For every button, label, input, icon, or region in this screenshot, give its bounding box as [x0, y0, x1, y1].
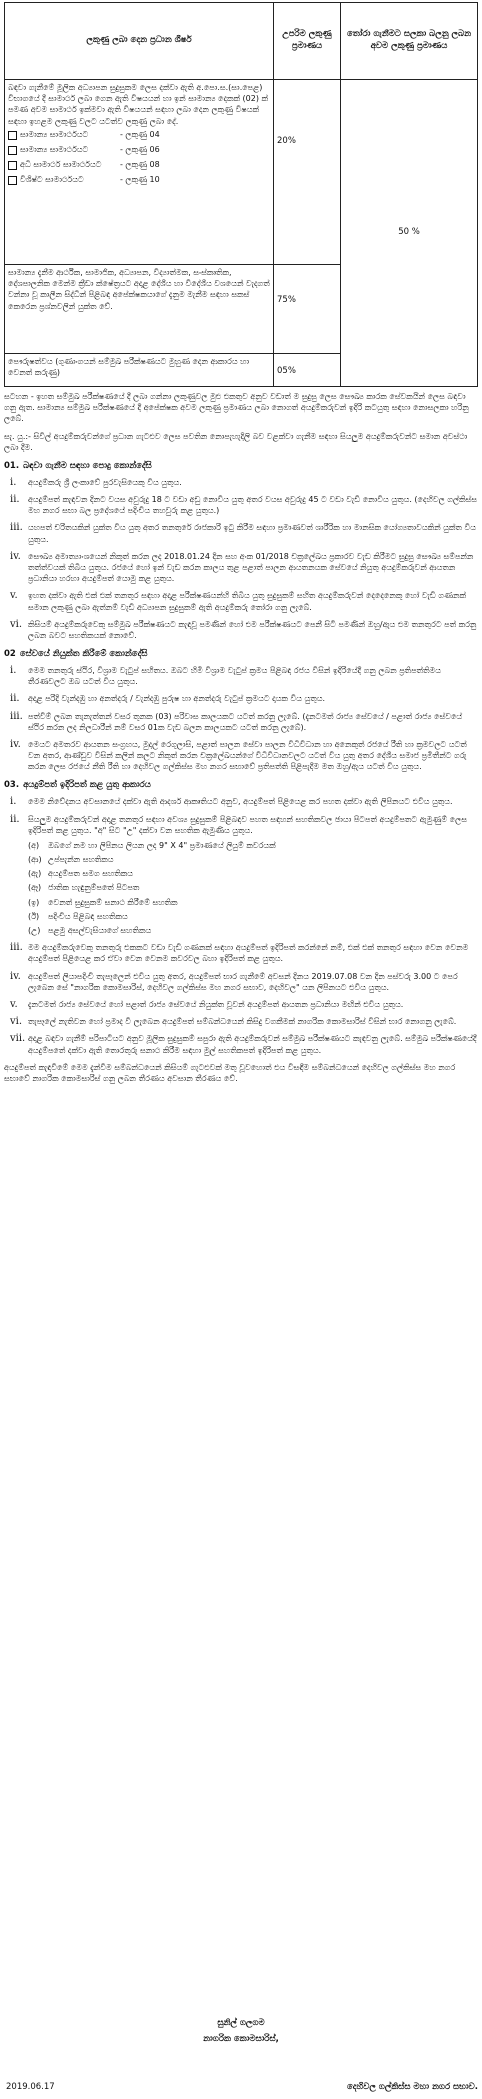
- section1-list: [4, 477, 478, 641]
- list-item: ii. සියලුම අයදුම්කරුවන් අදාළ තනතුර සඳහා අවශ්‍ය සුදුසුකම් පිළිබඳව පහත සඳහන් සහතිකවල ඡායා පිටපත් අයදුම්පතට ඇමුණුම් ලෙස ඉදිරිපත් කළ යුතුය. "අ" සිට "උ" දක්වා වන සහතික ඇමුණිය යුතුය. (අ) ඔබගේ නම හා ලිපිනය ලියන ලද 9" X 4" ප්‍රමාණයේ ලියුම් කවරයක් (ආ) උප්පැන්න සහතිකය (ඇ) අයදුම්පත සමග සහතිකය (ඈ) ජාතික හැඳුනුම්පතේ පිටපත (ඉ) වෙනත් සුදුසුකම් සනාථ කිරීමේ සහතික (ඊ) පදිංචිය පිළිබඳ සහතිකය (උ) පළමු අසල්වැසියාගේ සහතිකය: [4, 814, 478, 937]
- list-item: ii. අදාළ පරිදි වැන්දඹු හා අනත්දරු / වැන්දඹු පුරුෂ හා අනත්දරු වැටුප් ක්‍රමයට දායක විය යුතුය.: [10, 693, 326, 705]
- notice-page: [4, 2, 478, 1084]
- list-item: vii. අදාළ බඳවා ගැනීම් පරිපාටියට අනුව මූලික සුදුසුකම් සපුරා ඇති අයදුම්කරුවන් සම්මුඛ පරීක්ෂණයට කැඳවනු ලැබේ. සම්මුඛ පරීක්ෂණයේදී අයදුම්පතේ දක්වා ඇති තොරතුරු සනාථ කිරීම සඳහා මුල් සහතිකපත් ඉදිරිපත් කළ යුතුය.: [10, 1033, 477, 1055]
- col-header-min-marks: තෝරා ගැනීමට සලකා බලනු ලබන අවම ලකුණු ප්‍රමාණය: [341, 3, 478, 80]
- checkbox-icon: [8, 161, 17, 170]
- list-item: iv. සෞඛ්‍ය අමාත්‍යාංශයෙන් නිකුත් කරන ලද 2018.01.24 දින සහ අංක 01/2018 චක්‍රලේඛය ප්‍රකාරව වැඩ කිරීමට සුදුසු සෞඛ්‍ය සම්පන්න තත්ත්වයක් තිබිය යුතුය. රජයේ හෝ ඉන් වැඩ කරන කාලය තුළ පළාත් පාලන ආයතනයක සේවයේ නියුතු අයදුම්කරුවන් ආයතන ප්‍රධානියා හරහා අයදුම්පත් යොමු කළ යුතුය.: [10, 550, 474, 584]
- min-marks-cell: 50 %: [341, 80, 478, 387]
- notes-block: [4, 391, 478, 453]
- row1-text: බඳවා ගැනීමේ මූලික අධ්‍යාපන සුදුසුකම ලෙස දක්වා ඇති අ.පො.ස.(සා.පෙළ) විභාගයේ දී සාමාර්ථ ලබා ගෙන ඇති විෂයයන් හා ඉන් සාමාන්‍ය දෙකක් (02) ක් පමණ අවම සාමාර්ථ ඉක්මවා ඇති විෂයයන් සඳහා ලබා දෙන ලකුණු විෂයක් සඳහා ඉහළම ලකුණු වලට යටත්ව ලකුණු ලබා දේ.: [8, 83, 268, 126]
- note-text: සැ. යු.:- සිවිල් අයදුම්කරුවන්ගේ ප්‍රධාන ගැටළුව ලෙස පවතින නොපැහැදිලි බව වළක්වා ගැනීම සඳහා සියලුම අයදුම්කරුවන්ට සමාන අවස්ථා ලබා දීම.: [4, 431, 468, 452]
- list-item: vi. තැපෑලේ නැතිවන හෝ ප්‍රමාද වී ලැබෙන අයදුම්පත් සම්බන්ධයෙන් කිසිදු වගකීමක් නාගරික කොමසාරිස් විසින් භාර නොගනු ලැබේ.: [10, 1016, 457, 1028]
- row2-criteria: සාමාන්‍ය දැනීම ආර්ථික, සාමාජික, අධ්‍යාපන, විද්‍යාත්මක, සංස්කෘතික, දේශපාලනික මෙන්ම ක්‍රීඩා ක්ෂේත්‍රයට අදාළ දේශීය හා විදේශීය වශයෙන් වැදගත් වන්නා වූ කාලීන සිද්ධීන් පිළිබඳ අපේක්ෂකයාගේ දැනුම මැනීම සඳහා සකස් කෙරෙන ප්‍රශ්නවලින් යුක්ත වේ.: [5, 265, 274, 354]
- list-item: iv. අයදුම්පත් ලියාපදිංචි තැපෑලෙන් එවිය යුතු අතර, අයදුම්පත් භාර ගැනීමේ අවසන් දිනය 2019.07.08 වන දින පස්වරු 3.00 ට පෙර ලැබෙන සේ "නාගරික කොමසාරිස්, දෙහිවල ගල්කිස්ස මහ නගර සභාව, දෙහිවල" යන ලිපිනයට එවිය යුතුය.: [10, 970, 458, 992]
- section-heading: 01. බඳවා ගැනීම සඳහා පොදු කොන්දේසි: [4, 460, 152, 471]
- checkbox-icon: [8, 131, 17, 140]
- note-text: සටහන - ඉහත සම්මුඛ පරීක්ෂණයේ දී ලබා ගන්නා ලකුණුවල මුළු එකතුව අනුව වඩාත් ම සුදුසු ලෙස සෞඛ්‍ය කාරක සේවකයින් ලෙස බඳවා ගනු ඇත. සාමාන්‍ය සම්මුඛ පරීක්ෂණයේ දී අපේක්ෂක අවම ලකුණු ප්‍රමාණය ලබා නොගත් අයදුම්කරුවන් ඉදිරි කටයුතු සඳහා නොසලකා හරිනු ලබේ.: [4, 392, 469, 424]
- attachment-list: [28, 840, 478, 936]
- grade-item: විශිෂ්ට සාමාර්ථයට - ලකුණු 10: [8, 174, 270, 189]
- grade-item: සාමාන්‍ය සාමාර්ථයට - ලකුණු 04: [8, 129, 270, 144]
- grade-list: [8, 129, 270, 189]
- list-item: vi. කිසියම් අයදුම්කරුවෙකු සම්මුඛ පරීක්ෂණයට කැඳවූ පමණින් හෝ එම පරීක්ෂණයට පෙනී සිටි පමණින් ඔහු/ඇය එම තනතුරට පත් කරනු ලබන බවට සහතිකයක් නොවේ.: [10, 618, 477, 640]
- list-item: i. අයදුම්කරු ශ්‍රී ලංකාවේ පුරවැසියෙකු විය යුතුය.: [10, 476, 182, 488]
- row1-criteria: [5, 80, 274, 265]
- list-item: iv. මෙයට අමතරව ආයතන සංග්‍රහය, මුදල් රෙගුලාසි, පළාත් පාලන සේවා පාලන විධිවිධාන හා අනෙකුත් රජයේ රීති හා ක්‍රමවලට යටත් වන අතර, ආණ්ඩුව විසින් කලින් කලට නිකුත් කරන චක්‍රලේඛයන්ගේ විධිවිධානවලට යටත් විය යුතු අතර දේශීය සමාජ ප්‍රමිතීන්ට ගරු කරන ලෙස රජයේ නීති රීති හා දෙහිවල ගල්කිස්ස මහ නගර සභාවේ ප්‍රතිපත්ති පිළිපැදීම මත ඔහු/ඇය යටත් විය යුතුය.: [10, 738, 467, 772]
- row1-max-marks: 20%: [274, 80, 341, 265]
- col-header-criteria: ලකුණු ලබා දෙන ප්‍රධාන ශීර්ෂ: [5, 3, 274, 80]
- signature-block: [4, 2018, 478, 2050]
- attachment-item: (ආ) උප්පැන්න සහතිකය: [28, 855, 114, 865]
- attachment-item: (ඈ) ජාතික හැඳුනුම්පතේ පිටපත: [28, 883, 140, 893]
- checkbox-icon: [8, 146, 17, 155]
- list-item: iii. පත්වීම් ලබන තැනැත්තන් වසර තුනක (03) පරිවාස කාලයකට යටත් කරනු ලැබේ. (දැනටමත් රාජ්‍ය සේවයේ / පළාත් රාජ්‍ය සේවයේ ස්ථිර කරන ලද නිලධාරීන් නම් වසර 01ක වැඩ බලන කාලයකට යටත් කරනු ලැබේ).: [10, 710, 463, 732]
- closing-text: අයදුම්පත් කැඳවීමේ මෙම දැන්වීම සම්බන්ධයෙන් කිසියම් ගැටළුවක් මතු වූවහොත් එය විසඳීම සම්බන්ධයෙන් දෙහිවල ගල්කිස්ස මහ නගර සභාවේ නාගරික කොමසාරිස් ගනු ලබන තීරණය අවසාන තීරණය වේ.: [4, 1062, 456, 1083]
- list-item: i. මෙම නිවේදනය අවසානයේ දක්වා ඇති ආදර්ශ ආකෘතියට අනුව, අයදුම්පත් පිළියෙළ කර පහත දක්වා ඇති ලිපිනයට එවිය යුතුය.: [10, 796, 453, 808]
- marks-table: [4, 2, 478, 387]
- attachment-item: (ඉ) වෙනත් සුදුසුකම් සනාථ කිරීමේ සහතික: [28, 897, 178, 907]
- list-item: i. මෙම තනතුරු ස්ථිර, විශ්‍රාම වැටුප් සහිතය. ඔබට හිමි විශ්‍රාම වැටුප් ක්‍රමය පිළිබඳ රජය විසින් ඉදිරියේදී ගනු ලබන ප්‍රතිපත්තිමය තීරණවලට ඔබ යටත් විය යුතුය.: [10, 664, 442, 687]
- list-item: v. ඉහත දක්වා ඇති එක් එක් තනතුර සඳහා අදාළ පරීක්ෂණයන්හි තිබිය යුතු සුදුසුකම් සහිත අයදුම්කරුවන් දෙදෙනෙකු හෝ වැඩි ගණනක් සමාන ලකුණු ලබා ඇත්නම් වැඩි අධ්‍යාපන සුදුසුකම් ඇති අයදුම්කරු තෝරා ගනු ලැබේ.: [10, 590, 466, 612]
- list-item: iii. මම අයදුම්කරුවෙකු තනතුරු එකකට වඩා වැඩි ගණනක් සඳහා අයදුම්පත් ඉදිරිපත් කරන්නේ නම්, එක් එක් තනතුර සඳහා වෙන වෙනම අයදුම්පත් පිළියෙළ කර ඒවා වෙන වෙනම කවරවල බහා ඉදිරිපත් කළ යුතුය.: [10, 942, 469, 964]
- signatory-name: සුනිල් ගලගම: [217, 2018, 265, 2028]
- grade-item: සාමාන්‍ය සාමාර්ථයට - ලකුණු 06: [8, 144, 270, 159]
- section3-list: [4, 796, 478, 1055]
- row3-criteria: පෞරුෂත්වය (ගුණාංගයන් සම්මුඛ පරීක්ෂණයට මුහුණ දෙන ආකාරය හා වෙනත් කරුණු): [5, 354, 274, 387]
- section2-list: [4, 665, 478, 773]
- list-item: v. දැනටමත් රාජ්‍ය සේවයේ හෝ පළාත් රාජ්‍ය සේවයේ නියුක්ත වූවන් අයදුම්පත් ආයතන ප්‍රධානියා මඟින් එවිය යුතුය.: [10, 998, 404, 1010]
- table-header-row: [5, 3, 478, 80]
- list-item: ii. අයදුම්පත් කැඳවන දිනට වයස අවුරුදු 18 ට වඩා අඩු නොවිය යුතු අතර වයස අවුරුදු 45 ට වඩා වැඩි නොවිය යුතුය. (දෙහිවල ගල්කිස්ස මහ නගර සභා බල ප්‍රදේශයේ පදිංචිය තහවුරු කළ යුතුය.): [10, 494, 478, 516]
- list-item: iii. යහපත් චරිතයකින් යුක්ත විය යුතු අතර තනතුරේ රාජකාරි ඉටු කිරීම සඳහා ප්‍රමාණවත් ශාරීරික හා මානසික යෝග්‍යතාවයකින් යුක්ත විය යුතුය.: [10, 522, 476, 544]
- grade-item: අධි සාමාර්ථ සාමාර්ථයට - ලකුණු 08: [8, 159, 270, 174]
- row2-max-marks: 75%: [274, 265, 341, 354]
- checkbox-icon: [8, 176, 17, 185]
- table-row: [5, 80, 478, 265]
- row3-max-marks: 05%: [274, 354, 341, 387]
- attachment-item: (උ) පළමු අසල්වැසියාගේ සහතිකය: [28, 926, 152, 936]
- section-heading: 03. අයදුම්පත් ඉදිරිපත් කළ යුතු ආකාරය: [4, 780, 151, 791]
- col-header-max-marks: උපරිම ලකුණු ප්‍රමාණය: [274, 3, 341, 80]
- signatory-title: නාගරික කොමසාරිස්,: [203, 2033, 279, 2044]
- signatory-org: දෙහිවල ගල්කිස්ස මහා නගර සභාව.: [346, 2082, 478, 2092]
- attachment-item: (ඊ) පදිංචිය පිළිබඳ සහතිකය: [28, 911, 128, 921]
- attachment-item: (අ) ඔබගේ නම හා ලිපිනය ලියන ලද 9" X 4" ප්‍රමාණයේ ලියුම් කවරයක්: [28, 840, 276, 850]
- notice-date: 2019.06.17: [6, 2082, 55, 2092]
- section-heading: 02 සේවයේ නියුක්ත කිරීමේ කොන්දේසි: [4, 649, 148, 660]
- attachment-item: (ඇ) අයදුම්පත සමග සහතිකය: [28, 869, 133, 879]
